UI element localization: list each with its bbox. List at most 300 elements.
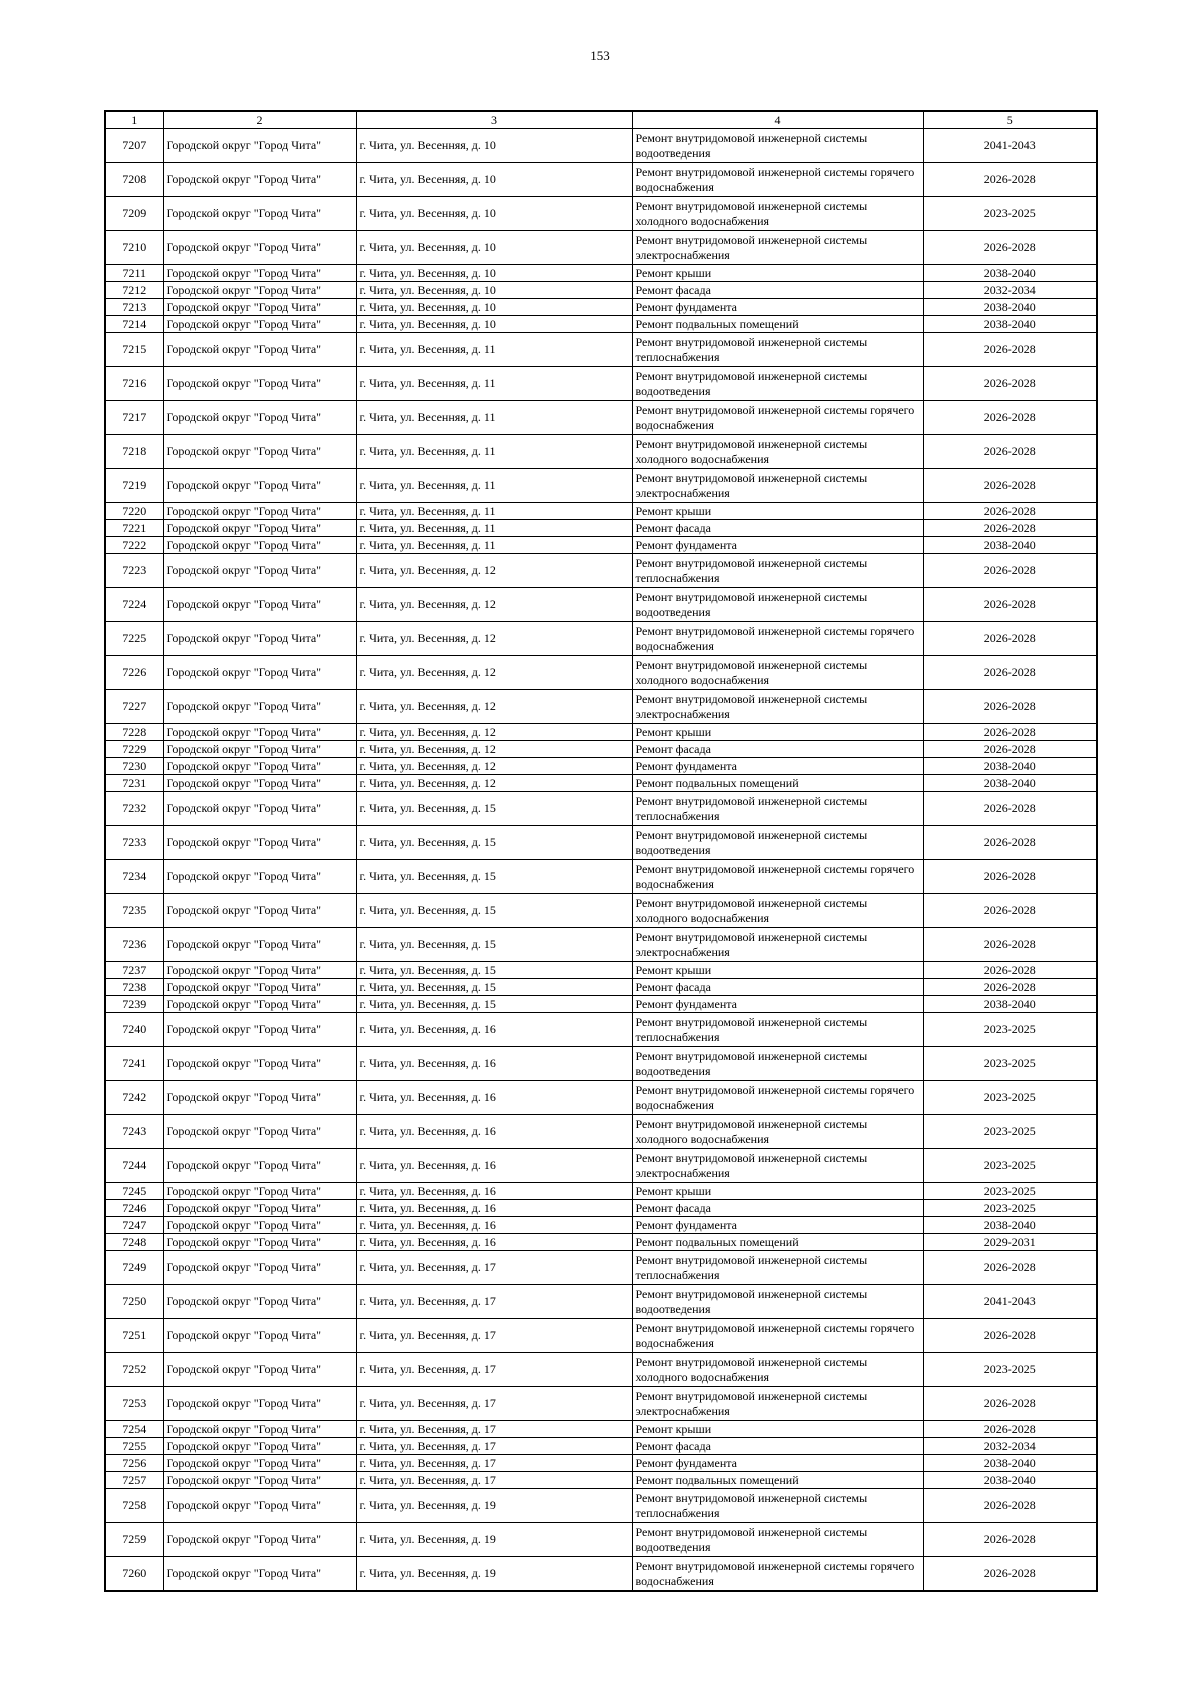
table-row bbox=[105, 860, 1097, 894]
period-cell: 2026-2028 bbox=[923, 962, 1097, 979]
row-number-cell: 7238 bbox=[105, 979, 163, 996]
municipality-cell: Городской округ "Город Чита" bbox=[163, 1047, 356, 1081]
table-row bbox=[105, 1234, 1097, 1251]
municipality-cell: Городской округ "Город Чита" bbox=[163, 231, 356, 265]
row-number-cell: 7220 bbox=[105, 503, 163, 520]
address-cell: г. Чита, ул. Весенняя, д. 15 bbox=[356, 894, 632, 928]
work-type-cell: Ремонт внутридомовой инженерной системы горячего водоснабжения bbox=[632, 860, 923, 894]
table-row bbox=[105, 316, 1097, 333]
period-cell: 2026-2028 bbox=[923, 367, 1097, 401]
row-number-cell: 7225 bbox=[105, 622, 163, 656]
work-type-cell: Ремонт внутридомовой инженерной системы холодного водоснабжения bbox=[632, 1115, 923, 1149]
row-number-cell: 7244 bbox=[105, 1149, 163, 1183]
row-number-cell: 7236 bbox=[105, 928, 163, 962]
table-row bbox=[105, 656, 1097, 690]
table-row bbox=[105, 1387, 1097, 1421]
address-cell: г. Чита, ул. Весенняя, д. 10 bbox=[356, 129, 632, 163]
table-row bbox=[105, 265, 1097, 282]
address-cell: г. Чита, ул. Весенняя, д. 17 bbox=[356, 1438, 632, 1455]
column-number-row bbox=[105, 111, 1097, 129]
period-cell: 2023-2025 bbox=[923, 1081, 1097, 1115]
table-row bbox=[105, 554, 1097, 588]
row-number-cell: 7249 bbox=[105, 1251, 163, 1285]
address-cell: г. Чита, ул. Весенняя, д. 12 bbox=[356, 775, 632, 792]
period-cell: 2026-2028 bbox=[923, 469, 1097, 503]
row-number-cell: 7226 bbox=[105, 656, 163, 690]
period-cell: 2026-2028 bbox=[923, 724, 1097, 741]
municipality-cell: Городской округ "Город Чита" bbox=[163, 1523, 356, 1557]
address-cell: г. Чита, ул. Весенняя, д. 12 bbox=[356, 588, 632, 622]
work-type-cell: Ремонт внутридомовой инженерной системы теплоснабжения bbox=[632, 333, 923, 367]
work-type-cell: Ремонт внутридомовой инженерной системы холодного водоснабжения bbox=[632, 656, 923, 690]
address-cell: г. Чита, ул. Весенняя, д. 15 bbox=[356, 826, 632, 860]
row-number-cell: 7246 bbox=[105, 1200, 163, 1217]
address-cell: г. Чита, ул. Весенняя, д. 11 bbox=[356, 503, 632, 520]
row-number-cell: 7215 bbox=[105, 333, 163, 367]
row-number-cell: 7214 bbox=[105, 316, 163, 333]
municipality-cell: Городской округ "Город Чита" bbox=[163, 367, 356, 401]
row-number-cell: 7219 bbox=[105, 469, 163, 503]
address-cell: г. Чита, ул. Весенняя, д. 17 bbox=[356, 1387, 632, 1421]
period-cell: 2026-2028 bbox=[923, 435, 1097, 469]
work-type-cell: Ремонт внутридомовой инженерной системы водоотведения bbox=[632, 826, 923, 860]
row-number-cell: 7257 bbox=[105, 1472, 163, 1489]
table-row bbox=[105, 1489, 1097, 1523]
municipality-cell: Городской округ "Город Чита" bbox=[163, 1183, 356, 1200]
municipality-cell: Городской округ "Город Чита" bbox=[163, 401, 356, 435]
address-cell: г. Чита, ул. Весенняя, д. 12 bbox=[356, 758, 632, 775]
municipality-cell: Городской округ "Город Чита" bbox=[163, 282, 356, 299]
municipality-cell: Городской округ "Город Чита" bbox=[163, 316, 356, 333]
period-cell: 2038-2040 bbox=[923, 1472, 1097, 1489]
municipality-cell: Городской округ "Город Чита" bbox=[163, 758, 356, 775]
period-cell: 2026-2028 bbox=[923, 231, 1097, 265]
row-number-cell: 7224 bbox=[105, 588, 163, 622]
table-row bbox=[105, 996, 1097, 1013]
row-number-cell: 7255 bbox=[105, 1438, 163, 1455]
row-number-cell: 7235 bbox=[105, 894, 163, 928]
work-type-cell: Ремонт фундамента bbox=[632, 758, 923, 775]
row-number-cell: 7231 bbox=[105, 775, 163, 792]
row-number-cell: 7256 bbox=[105, 1455, 163, 1472]
period-cell: 2026-2028 bbox=[923, 1421, 1097, 1438]
address-cell: г. Чита, ул. Весенняя, д. 11 bbox=[356, 435, 632, 469]
work-type-cell: Ремонт внутридомовой инженерной системы горячего водоснабжения bbox=[632, 1319, 923, 1353]
municipality-cell: Городской округ "Город Чита" bbox=[163, 588, 356, 622]
row-number-cell: 7252 bbox=[105, 1353, 163, 1387]
row-number-cell: 7216 bbox=[105, 367, 163, 401]
municipality-cell: Городской округ "Город Чита" bbox=[163, 996, 356, 1013]
address-cell: г. Чита, ул. Весенняя, д. 19 bbox=[356, 1557, 632, 1592]
period-cell: 2023-2025 bbox=[923, 197, 1097, 231]
table-row bbox=[105, 894, 1097, 928]
address-cell: г. Чита, ул. Весенняя, д. 16 bbox=[356, 1081, 632, 1115]
work-type-cell: Ремонт внутридомовой инженерной системы холодного водоснабжения bbox=[632, 894, 923, 928]
period-cell: 2026-2028 bbox=[923, 792, 1097, 826]
row-number-cell: 7243 bbox=[105, 1115, 163, 1149]
address-cell: г. Чита, ул. Весенняя, д. 15 bbox=[356, 996, 632, 1013]
work-type-cell: Ремонт внутридомовой инженерной системы электроснабжения bbox=[632, 1149, 923, 1183]
table-row bbox=[105, 1115, 1097, 1149]
work-type-cell: Ремонт фасада bbox=[632, 979, 923, 996]
work-type-cell: Ремонт внутридомовой инженерной системы горячего водоснабжения bbox=[632, 401, 923, 435]
work-type-cell: Ремонт внутридомовой инженерной системы водоотведения bbox=[632, 1285, 923, 1319]
row-number-cell: 7254 bbox=[105, 1421, 163, 1438]
work-type-cell: Ремонт фасада bbox=[632, 520, 923, 537]
period-cell: 2038-2040 bbox=[923, 1217, 1097, 1234]
period-cell: 2026-2028 bbox=[923, 894, 1097, 928]
table-row bbox=[105, 758, 1097, 775]
table-row bbox=[105, 1251, 1097, 1285]
period-cell: 2038-2040 bbox=[923, 316, 1097, 333]
address-cell: г. Чита, ул. Весенняя, д. 10 bbox=[356, 197, 632, 231]
row-number-cell: 7232 bbox=[105, 792, 163, 826]
column-header-2: 2 bbox=[163, 111, 356, 129]
work-type-cell: Ремонт фундамента bbox=[632, 1217, 923, 1234]
period-cell: 2038-2040 bbox=[923, 996, 1097, 1013]
municipality-cell: Городской округ "Город Чита" bbox=[163, 1285, 356, 1319]
row-number-cell: 7234 bbox=[105, 860, 163, 894]
address-cell: г. Чита, ул. Весенняя, д. 17 bbox=[356, 1319, 632, 1353]
table-row bbox=[105, 435, 1097, 469]
period-cell: 2023-2025 bbox=[923, 1047, 1097, 1081]
work-type-cell: Ремонт фасада bbox=[632, 1438, 923, 1455]
row-number-cell: 7241 bbox=[105, 1047, 163, 1081]
address-cell: г. Чита, ул. Весенняя, д. 12 bbox=[356, 741, 632, 758]
column-header-4: 4 bbox=[632, 111, 923, 129]
municipality-cell: Городской округ "Город Чита" bbox=[163, 656, 356, 690]
municipality-cell: Городской округ "Город Чита" bbox=[163, 299, 356, 316]
work-type-cell: Ремонт внутридомовой инженерной системы горячего водоснабжения bbox=[632, 163, 923, 197]
address-cell: г. Чита, ул. Весенняя, д. 15 bbox=[356, 979, 632, 996]
table-row bbox=[105, 401, 1097, 435]
address-cell: г. Чита, ул. Весенняя, д. 17 bbox=[356, 1353, 632, 1387]
table-row bbox=[105, 1200, 1097, 1217]
period-cell: 2026-2028 bbox=[923, 826, 1097, 860]
address-cell: г. Чита, ул. Весенняя, д. 12 bbox=[356, 724, 632, 741]
period-cell: 2023-2025 bbox=[923, 1200, 1097, 1217]
municipality-cell: Городской округ "Город Чита" bbox=[163, 724, 356, 741]
period-cell: 2026-2028 bbox=[923, 928, 1097, 962]
municipality-cell: Городской округ "Город Чита" bbox=[163, 1557, 356, 1592]
address-cell: г. Чита, ул. Весенняя, д. 10 bbox=[356, 163, 632, 197]
period-cell: 2023-2025 bbox=[923, 1149, 1097, 1183]
period-cell: 2026-2028 bbox=[923, 1387, 1097, 1421]
row-number-cell: 7242 bbox=[105, 1081, 163, 1115]
work-type-cell: Ремонт внутридомовой инженерной системы электроснабжения bbox=[632, 690, 923, 724]
period-cell: 2026-2028 bbox=[923, 1523, 1097, 1557]
work-type-cell: Ремонт фундамента bbox=[632, 537, 923, 554]
work-type-cell: Ремонт внутридомовой инженерной системы горячего водоснабжения bbox=[632, 1557, 923, 1592]
address-cell: г. Чита, ул. Весенняя, д. 16 bbox=[356, 1149, 632, 1183]
municipality-cell: Городской округ "Город Чита" bbox=[163, 1234, 356, 1251]
work-type-cell: Ремонт фасада bbox=[632, 741, 923, 758]
address-cell: г. Чита, ул. Весенняя, д. 16 bbox=[356, 1115, 632, 1149]
work-type-cell: Ремонт фундамента bbox=[632, 996, 923, 1013]
table-row bbox=[105, 367, 1097, 401]
address-cell: г. Чита, ул. Весенняя, д. 16 bbox=[356, 1013, 632, 1047]
row-number-cell: 7260 bbox=[105, 1557, 163, 1592]
row-number-cell: 7237 bbox=[105, 962, 163, 979]
row-number-cell: 7210 bbox=[105, 231, 163, 265]
work-type-cell: Ремонт внутридомовой инженерной системы электроснабжения bbox=[632, 928, 923, 962]
municipality-cell: Городской округ "Город Чита" bbox=[163, 1081, 356, 1115]
municipality-cell: Городской округ "Город Чита" bbox=[163, 860, 356, 894]
period-cell: 2038-2040 bbox=[923, 775, 1097, 792]
municipality-cell: Городской округ "Город Чита" bbox=[163, 333, 356, 367]
work-type-cell: Ремонт внутридомовой инженерной системы электроснабжения bbox=[632, 469, 923, 503]
period-cell: 2026-2028 bbox=[923, 554, 1097, 588]
work-type-cell: Ремонт крыши bbox=[632, 503, 923, 520]
municipality-cell: Городской округ "Город Чита" bbox=[163, 1217, 356, 1234]
period-cell: 2023-2025 bbox=[923, 1115, 1097, 1149]
table-row bbox=[105, 163, 1097, 197]
work-type-cell: Ремонт фасада bbox=[632, 1200, 923, 1217]
work-type-cell: Ремонт внутридомовой инженерной системы холодного водоснабжения bbox=[632, 1353, 923, 1387]
municipality-cell: Городской округ "Город Чита" bbox=[163, 928, 356, 962]
table-row bbox=[105, 979, 1097, 996]
row-number-cell: 7229 bbox=[105, 741, 163, 758]
period-cell: 2026-2028 bbox=[923, 588, 1097, 622]
table-row bbox=[105, 1421, 1097, 1438]
period-cell: 2041-2043 bbox=[923, 1285, 1097, 1319]
municipality-cell: Городской округ "Город Чита" bbox=[163, 1200, 356, 1217]
municipality-cell: Городской округ "Город Чита" bbox=[163, 1438, 356, 1455]
address-cell: г. Чита, ул. Весенняя, д. 17 bbox=[356, 1251, 632, 1285]
row-number-cell: 7218 bbox=[105, 435, 163, 469]
work-type-cell: Ремонт фундамента bbox=[632, 1455, 923, 1472]
municipality-cell: Городской округ "Город Чита" bbox=[163, 979, 356, 996]
table-row bbox=[105, 1149, 1097, 1183]
period-cell: 2026-2028 bbox=[923, 1557, 1097, 1592]
work-type-cell: Ремонт внутридомовой инженерной системы водоотведения bbox=[632, 588, 923, 622]
table-row bbox=[105, 1438, 1097, 1455]
page-number: 153 bbox=[590, 48, 610, 63]
work-type-cell: Ремонт внутридомовой инженерной системы водоотведения bbox=[632, 367, 923, 401]
row-number-cell: 7251 bbox=[105, 1319, 163, 1353]
address-cell: г. Чита, ул. Весенняя, д. 12 bbox=[356, 690, 632, 724]
work-type-cell: Ремонт фундамента bbox=[632, 299, 923, 316]
period-cell: 2026-2028 bbox=[923, 656, 1097, 690]
table-body bbox=[105, 129, 1097, 1592]
municipality-cell: Городской округ "Город Чита" bbox=[163, 826, 356, 860]
address-cell: г. Чита, ул. Весенняя, д. 17 bbox=[356, 1421, 632, 1438]
work-type-cell: Ремонт внутридомовой инженерной системы теплоснабжения bbox=[632, 1489, 923, 1523]
period-cell: 2023-2025 bbox=[923, 1183, 1097, 1200]
row-number-cell: 7248 bbox=[105, 1234, 163, 1251]
row-number-cell: 7239 bbox=[105, 996, 163, 1013]
repair-schedule-table bbox=[104, 110, 1098, 1592]
work-type-cell: Ремонт крыши bbox=[632, 265, 923, 282]
table-row bbox=[105, 1557, 1097, 1592]
municipality-cell: Городской округ "Город Чита" bbox=[163, 503, 356, 520]
municipality-cell: Городской округ "Город Чита" bbox=[163, 1472, 356, 1489]
row-number-cell: 7207 bbox=[105, 129, 163, 163]
period-cell: 2032-2034 bbox=[923, 282, 1097, 299]
table-row bbox=[105, 741, 1097, 758]
municipality-cell: Городской округ "Город Чита" bbox=[163, 129, 356, 163]
period-cell: 2038-2040 bbox=[923, 299, 1097, 316]
address-cell: г. Чита, ул. Весенняя, д. 16 bbox=[356, 1183, 632, 1200]
work-type-cell: Ремонт подвальных помещений bbox=[632, 775, 923, 792]
table-row bbox=[105, 520, 1097, 537]
table-row bbox=[105, 962, 1097, 979]
period-cell: 2026-2028 bbox=[923, 622, 1097, 656]
table-row bbox=[105, 333, 1097, 367]
period-cell: 2038-2040 bbox=[923, 758, 1097, 775]
row-number-cell: 7213 bbox=[105, 299, 163, 316]
table-row bbox=[105, 231, 1097, 265]
period-cell: 2041-2043 bbox=[923, 129, 1097, 163]
municipality-cell: Городской округ "Город Чита" bbox=[163, 435, 356, 469]
work-type-cell: Ремонт внутридомовой инженерной системы водоотведения bbox=[632, 129, 923, 163]
municipality-cell: Городской округ "Город Чита" bbox=[163, 197, 356, 231]
address-cell: г. Чита, ул. Весенняя, д. 19 bbox=[356, 1523, 632, 1557]
municipality-cell: Городской округ "Город Чита" bbox=[163, 265, 356, 282]
municipality-cell: Городской округ "Город Чита" bbox=[163, 1353, 356, 1387]
row-number-cell: 7228 bbox=[105, 724, 163, 741]
table-row bbox=[105, 469, 1097, 503]
address-cell: г. Чита, ул. Весенняя, д. 11 bbox=[356, 333, 632, 367]
work-type-cell: Ремонт внутридомовой инженерной системы горячего водоснабжения bbox=[632, 1081, 923, 1115]
row-number-cell: 7211 bbox=[105, 265, 163, 282]
municipality-cell: Городской округ "Город Чита" bbox=[163, 1251, 356, 1285]
row-number-cell: 7230 bbox=[105, 758, 163, 775]
municipality-cell: Городской округ "Город Чита" bbox=[163, 520, 356, 537]
table-row bbox=[105, 775, 1097, 792]
row-number-cell: 7259 bbox=[105, 1523, 163, 1557]
table-row bbox=[105, 928, 1097, 962]
table-row bbox=[105, 1472, 1097, 1489]
period-cell: 2023-2025 bbox=[923, 1353, 1097, 1387]
work-type-cell: Ремонт крыши bbox=[632, 1421, 923, 1438]
row-number-cell: 7221 bbox=[105, 520, 163, 537]
row-number-cell: 7258 bbox=[105, 1489, 163, 1523]
municipality-cell: Городской округ "Город Чита" bbox=[163, 469, 356, 503]
address-cell: г. Чита, ул. Весенняя, д. 17 bbox=[356, 1285, 632, 1319]
work-type-cell: Ремонт фасада bbox=[632, 282, 923, 299]
period-cell: 2026-2028 bbox=[923, 741, 1097, 758]
work-type-cell: Ремонт внутридомовой инженерной системы теплоснабжения bbox=[632, 1251, 923, 1285]
work-type-cell: Ремонт подвальных помещений bbox=[632, 1234, 923, 1251]
municipality-cell: Городской округ "Город Чита" bbox=[163, 1149, 356, 1183]
address-cell: г. Чита, ул. Весенняя, д. 11 bbox=[356, 537, 632, 554]
table-row bbox=[105, 503, 1097, 520]
work-type-cell: Ремонт внутридомовой инженерной системы теплоснабжения bbox=[632, 1013, 923, 1047]
period-cell: 2026-2028 bbox=[923, 979, 1097, 996]
municipality-cell: Городской округ "Город Чита" bbox=[163, 775, 356, 792]
table-row bbox=[105, 1523, 1097, 1557]
column-header-5: 5 bbox=[923, 111, 1097, 129]
work-type-cell: Ремонт внутридомовой инженерной системы теплоснабжения bbox=[632, 792, 923, 826]
row-number-cell: 7223 bbox=[105, 554, 163, 588]
address-cell: г. Чита, ул. Весенняя, д. 15 bbox=[356, 860, 632, 894]
table-row bbox=[105, 197, 1097, 231]
address-cell: г. Чита, ул. Весенняя, д. 10 bbox=[356, 316, 632, 333]
municipality-cell: Городской округ "Город Чита" bbox=[163, 622, 356, 656]
municipality-cell: Городской округ "Город Чита" bbox=[163, 1115, 356, 1149]
table-row bbox=[105, 1183, 1097, 1200]
address-cell: г. Чита, ул. Весенняя, д. 11 bbox=[356, 367, 632, 401]
work-type-cell: Ремонт внутридомовой инженерной системы водоотведения bbox=[632, 1523, 923, 1557]
table-row bbox=[105, 282, 1097, 299]
work-type-cell: Ремонт внутридомовой инженерной системы электроснабжения bbox=[632, 1387, 923, 1421]
row-number-cell: 7217 bbox=[105, 401, 163, 435]
municipality-cell: Городской округ "Город Чита" bbox=[163, 894, 356, 928]
table-row bbox=[105, 1353, 1097, 1387]
address-cell: г. Чита, ул. Весенняя, д. 12 bbox=[356, 622, 632, 656]
work-type-cell: Ремонт внутридомовой инженерной системы электроснабжения bbox=[632, 231, 923, 265]
row-number-cell: 7245 bbox=[105, 1183, 163, 1200]
address-cell: г. Чита, ул. Весенняя, д. 17 bbox=[356, 1472, 632, 1489]
work-type-cell: Ремонт подвальных помещений bbox=[632, 1472, 923, 1489]
column-header-1: 1 bbox=[105, 111, 163, 129]
work-type-cell: Ремонт крыши bbox=[632, 724, 923, 741]
row-number-cell: 7208 bbox=[105, 163, 163, 197]
address-cell: г. Чита, ул. Весенняя, д. 16 bbox=[356, 1217, 632, 1234]
table-row bbox=[105, 1319, 1097, 1353]
period-cell: 2026-2028 bbox=[923, 860, 1097, 894]
table-row bbox=[105, 1455, 1097, 1472]
municipality-cell: Городской округ "Город Чита" bbox=[163, 163, 356, 197]
column-header-3: 3 bbox=[356, 111, 632, 129]
period-cell: 2029-2031 bbox=[923, 1234, 1097, 1251]
row-number-cell: 7240 bbox=[105, 1013, 163, 1047]
table-row bbox=[105, 299, 1097, 316]
table-row bbox=[105, 690, 1097, 724]
address-cell: г. Чита, ул. Весенняя, д. 11 bbox=[356, 401, 632, 435]
work-type-cell: Ремонт крыши bbox=[632, 962, 923, 979]
municipality-cell: Городской округ "Город Чита" bbox=[163, 792, 356, 826]
work-type-cell: Ремонт внутридомовой инженерной системы холодного водоснабжения bbox=[632, 197, 923, 231]
row-number-cell: 7247 bbox=[105, 1217, 163, 1234]
row-number-cell: 7212 bbox=[105, 282, 163, 299]
municipality-cell: Городской округ "Город Чита" bbox=[163, 554, 356, 588]
period-cell: 2026-2028 bbox=[923, 520, 1097, 537]
period-cell: 2026-2028 bbox=[923, 401, 1097, 435]
address-cell: г. Чита, ул. Весенняя, д. 16 bbox=[356, 1234, 632, 1251]
period-cell: 2026-2028 bbox=[923, 333, 1097, 367]
work-type-cell: Ремонт внутридомовой инженерной системы холодного водоснабжения bbox=[632, 435, 923, 469]
row-number-cell: 7250 bbox=[105, 1285, 163, 1319]
period-cell: 2026-2028 bbox=[923, 690, 1097, 724]
municipality-cell: Городской округ "Город Чита" bbox=[163, 1319, 356, 1353]
row-number-cell: 7209 bbox=[105, 197, 163, 231]
table-row bbox=[105, 1081, 1097, 1115]
period-cell: 2026-2028 bbox=[923, 1251, 1097, 1285]
table-row bbox=[105, 1217, 1097, 1234]
address-cell: г. Чита, ул. Весенняя, д. 16 bbox=[356, 1200, 632, 1217]
table-row bbox=[105, 1047, 1097, 1081]
address-cell: г. Чита, ул. Весенняя, д. 19 bbox=[356, 1489, 632, 1523]
municipality-cell: Городской округ "Город Чита" bbox=[163, 1455, 356, 1472]
municipality-cell: Городской округ "Город Чита" bbox=[163, 1387, 356, 1421]
period-cell: 2026-2028 bbox=[923, 1319, 1097, 1353]
period-cell: 2038-2040 bbox=[923, 537, 1097, 554]
address-cell: г. Чита, ул. Весенняя, д. 16 bbox=[356, 1047, 632, 1081]
table-row bbox=[105, 622, 1097, 656]
address-cell: г. Чита, ул. Весенняя, д. 15 bbox=[356, 962, 632, 979]
work-type-cell: Ремонт внутридомовой инженерной системы водоотведения bbox=[632, 1047, 923, 1081]
row-number-cell: 7253 bbox=[105, 1387, 163, 1421]
period-cell: 2038-2040 bbox=[923, 265, 1097, 282]
period-cell: 2026-2028 bbox=[923, 503, 1097, 520]
municipality-cell: Городской округ "Город Чита" bbox=[163, 537, 356, 554]
period-cell: 2026-2028 bbox=[923, 1489, 1097, 1523]
table-row bbox=[105, 724, 1097, 741]
period-cell: 2032-2034 bbox=[923, 1438, 1097, 1455]
address-cell: г. Чита, ул. Весенняя, д. 11 bbox=[356, 469, 632, 503]
